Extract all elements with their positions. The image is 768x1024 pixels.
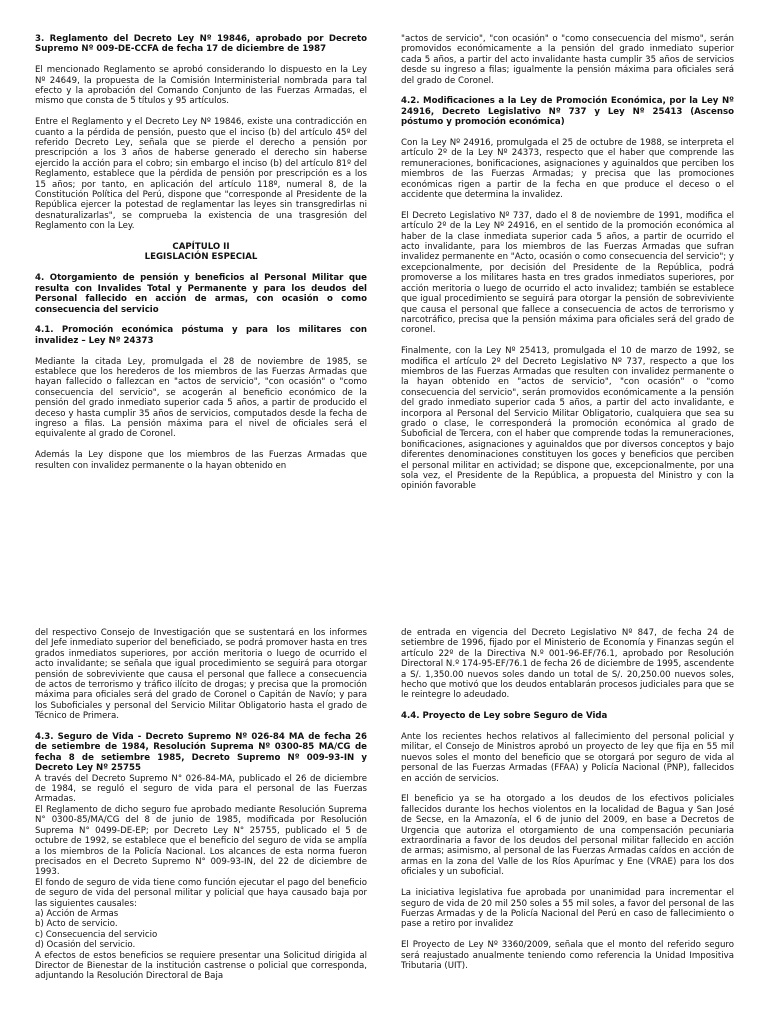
paragraph: El Proyecto de Ley Nº 3360/2009, señala que el monto del referido seguro será reajustado anualmente teniendo como referencia la Unidad Impositiva Tributaria (UIT). (401, 940, 734, 971)
paragraph: Mediante la citada Ley, promulgada el 28 de noviembre de 1985, se establece que los herederos de los miembros de las Fuerzas Armadas que hayan fallecido o fallezcan en "actos de servicio", "con ocasión" o "como consecuencia del servicio", se acogerán al beneficio económico de la pensión del grado inmediato superior cada 5 años, a partir de producido el deceso y hasta cumplir 35 años de servicios, computados desde la fecha de ingreso a filas. La pensión máxima para el nivel de oficiales será el equivalente al grado de Coronel. (35, 356, 367, 440)
subsection-heading: 4.1. Promoción económica póstuma y para los militares con invalidez – Ley Nº 24373 (35, 325, 367, 346)
subsection-heading: 4.4. Proyecto de Ley sobre Seguro de Vida (401, 711, 608, 722)
paragraph: Con la Ley Nº 24916, promulgada el 25 de octubre de 1988, se interpreta el artículo 2º de la Ley Nº 24373, respecto que el haber que comprende las remuneraciones, bonificaciones, asignaciones y aguinaldos que perciben los miembros de las Fuerzas Armadas; y precisa que las promociones económicas rigen a partir de la fecha en que produce el deceso o el accidente que determina la invalidez. (401, 138, 734, 201)
list-item: b) Acto de servicio. (35, 919, 118, 930)
chapter-subtitle: LEGISLACIÓN ESPECIAL (144, 252, 258, 263)
list-item: c) Consecuencia del servicio (35, 929, 158, 940)
chapter-title (35, 242, 367, 263)
paragraph: La iniciativa legislativa fue aprobada por unanimidad para incrementar el seguro de vida de 20 mil 250 soles a 55 mil soles, a favor del personal de las Fuerzas Armadas y de la Policía Nacional del Perú en caso de fallecimiento o pase a retiro por invalidez (401, 888, 734, 930)
paragraph: de entrada en vigencia del Decreto Legislativo Nº 847, de fecha 24 de setiembre de 1996, fijado por el Ministerio de Economía y Finanzas según el artículo 22º de la Directiva N.º 001-96-EF/76.1, aprobado por Resolución Directoral N.º 174-95-EF/76.1 de fecha 26 de diciembre de 1995, ascendente a S/. 1,350.00 nuevos soles dando un total de S/. 20,250.00 nuevos soles, hecho que motivó que los deudos entablarán procesos judiciales para que se le reintegre lo adeudado. (401, 628, 734, 701)
section-heading: 4. Otorgamiento de pensión y beneficios al Personal Militar que resulta con Invalides Total y Permanente y para los deudos del Personal fallecido en acción de armas, con ocasión o como consecuencia del servicio (35, 273, 367, 315)
paragraph: del respectivo Consejo de Investigación que se sustentará en los informes del Jefe inmediato superior del beneficiado, se podrá promover hasta en tres grados inmediatos superiores, por acción meritoria o luego de ocurrido el acto invalidante; se señala que igual procedimiento se seguirá para otorgar pensión de sobreviviente que causa el personal que fallece a consecuencia de actos de terrorismo y tráfico ilícito de drogas; y precisa que la promoción máxima para oficiales será del grado de Coronel o Capitán de Navío; y para los Suboficiales y personal del Servicio Militar Obligatorio hasta el grado de Técnico de Primera. (35, 628, 367, 722)
page-top-left-column (35, 34, 367, 481)
paragraph: "actos de servicio", "con ocasión" o "como consecuencia del mismo", serán promovidos económicamente a la pensión del grado inmediato superior cada 5 años, a partir del acto invalidante hasta cumplir 35 años de servicios desde su ingreso a filas; igualmente la pensión máxima para oficiales será del grado de Coronel. (401, 34, 734, 86)
subsection-heading: 4.3. Seguro de Vida - Decreto Supremo Nº 026-84 MA de fecha 26 de setiembre de 1984, Resolución Suprema Nº 0300-85 MA/CG de fecha 8 de setiembre 1985, Decreto Supremo Nº 009-93-IN y Decreto Ley Nº 25755 (35, 732, 367, 774)
list-item: d) Ocasión del servicio. (35, 940, 136, 951)
page-bottom-left-column (35, 628, 367, 992)
page-break (0, 590, 768, 618)
paragraph: El beneficio ya se ha otorgado a los deudos de los efectivos policiales fallecidos durante los hechos violentos en la localidad de Bagua y San José de Secse, en la Amazonía, el 6 de junio del 2009, en base a Decretos de Urgencia que autoriza el otorgamiento de una compensación pecuniaria extraordinaria a favor de los deudos del personal militar fallecido en acción de armas; asimismo, al personal de las Fuerzas Armadas caídos en acción de armas en la zona del Valle de los Ríos Apurímac y Ene (VRAE) para los dos oficiales y un suboficial. (401, 794, 734, 878)
chapter-number: CAPÍTULO II (172, 242, 230, 253)
page-bottom-right-column (401, 628, 734, 982)
document-page-bottom (0, 618, 768, 1024)
paragraph: Entre el Reglamento y el Decreto Ley Nº 19846, existe una contradicción en cuanto a la pérdida de pensión, puesto que el inciso (b) del artículo 45º del referido Decreto Ley, señala que se pierde el derecho a pensión por prescripción a los 3 años de haberse generado el derecho sin haberse ejercido la acción para el cobro; sin embargo el inciso (b) del artículo 81º del Reglamento, establece que la pérdida de pensión por prescripción es a los 15 años; por tanto, en aplicación del artículo 118º, numeral 8, de la Constitución Política del Perú, dispone que "corresponde al Presidente de la República ejercer la potestad de reglamentar las leyes sin transgredirlas ni desnaturalizarlas", se comprueba la existencia de una trasgresión del Reglamento con la Ley. (35, 117, 367, 232)
page-top-right-column (401, 34, 734, 502)
paragraph: Finalmente, con la Ley Nº 25413, promulgada el 10 de marzo de 1992, se modifica el artículo 2º del Decreto Legislativo Nº 737, respecto a que los miembros de las Fuerzas Armadas que resulten con invalidez permanente o la hayan obtenido en "actos de servicio", "con ocasión" o "como consecuencia del servicio", serán promovidos económicamente a la pensión del grado inmediato superior cada 5 años, a partir del acto invalidante, e incorpora al Personal del Servicio Militar Obligatorio, cualquiera que sea su grado o clase, le corresponderá la promoción económica al grado de Suboficial de Tercera, con el haber que comprende todas la remuneraciones, bonificaciones, asignaciones y aguinaldos que por diversos conceptos y bajo diferentes denominaciones constituyen los goces y beneficios que perciben el personal militar en actividad; se dispone que, excepcionalmente, por una sola vez, el Presidente de la República, a propuesta del Ministro y con la opinión favorable (401, 346, 734, 492)
paragraph: El mencionado Reglamento se aprobó considerando lo dispuesto en la Ley Nº 24649, la propuesta de la Comisión Interministerial nombrada para tal efecto y la aprobación del Comando Conjunto de las Fuerzas Armadas, el mismo que consta de 5 títulos y 95 artículos. (35, 65, 367, 107)
paragraph: A efectos de estos beneficios se requiere presentar una Solicitud dirigida al Director de Bienestar de la institución castrense o policial que corresponda, adjuntando la Resolución Directoral de Baja (35, 950, 367, 982)
list-item: a) Acción de Armas (35, 908, 119, 919)
paragraph: El fondo de seguro de vida tiene como función ejecutar el pago del beneficio de seguro de vida del personal militar y policial que haya causado baja por las siguientes causales: (35, 877, 367, 909)
paragraph: El Reglamento de dicho seguro fue aprobado mediante Resolución Suprema N° 0300-85/MA/CG del 8 de junio de 1985, modificada por Resolución Suprema N° 0499-DE-EP; por Decreto Ley N° 25755, publicado el 5 de octubre de 1992, se establece que el beneficio del seguro de vida se amplía a los miembros de la Policía Nacional. Los alcances de esta norma fueron precisados en el Decreto Supremo N° 009-93-IN, del 22 de diciembre de 1993. (35, 804, 367, 878)
subsection-heading: 4.2. Modificaciones a la Ley de Promoción Económica, por la Ley Nº 24916, Decreto Legislativo Nº 737 y Ley Nº 25413 (Ascenso póstumo y promoción económica) (401, 96, 734, 128)
paragraph: El Decreto Legislativo Nº 737, dado el 8 de noviembre de 1991, modifica el artículo 2º de la Ley Nº 24916, en el sentido de la promoción económica al haber de la clase inmediata superior cada 5 años, a partir de ocurrido el acto invalidante, para los miembros de las Fuerzas Armadas que sufran invalidez permanente en "Acto, ocasión o como consecuencia del servicio"; y excepcionalmente, por decisión del Presidente de la República, podrá promoverse a los militares hasta en tres grados inmediatos superiores, por acción meritoria o luego de ocurrido el acto invalidez; también se establece que igual procedimiento se seguirá para otorgar la pensión de sobreviviente que causa el personal que fallece a consecuencia de actos de terrorismo y narcotráfico, precisa que la pensión máxima para oficiales será del grado de coronel. (401, 210, 734, 336)
section-heading: 3. Reglamento del Decreto Ley Nº 19846, aprobado por Decreto Supremo Nº 009-DE-CCFA de fecha 17 de diciembre de 1987 (35, 34, 367, 55)
paragraph: Además la Ley dispone que los miembros de las Fuerzas Armadas que resulten con invalidez permanente o la hayan obtenido en (35, 450, 367, 471)
paragraph: A través del Decreto Supremo N° 026-84-MA, publicado el 26 de diciembre de 1984, se reguló el seguro de vida para el personal de las Fuerzas Armadas. (35, 773, 367, 805)
paragraph: Ante los recientes hechos relativos al fallecimiento del personal policial y militar, el Consejo de Ministros aprobó un proyecto de ley que fija en 55 mil nuevos soles el monto del beneficio que se otorgará por seguro de vida al personal de las Fuerzas Armadas (FFAA) y Policía Nacional (PNP), fallecidos en acción de servicios. (401, 732, 734, 784)
